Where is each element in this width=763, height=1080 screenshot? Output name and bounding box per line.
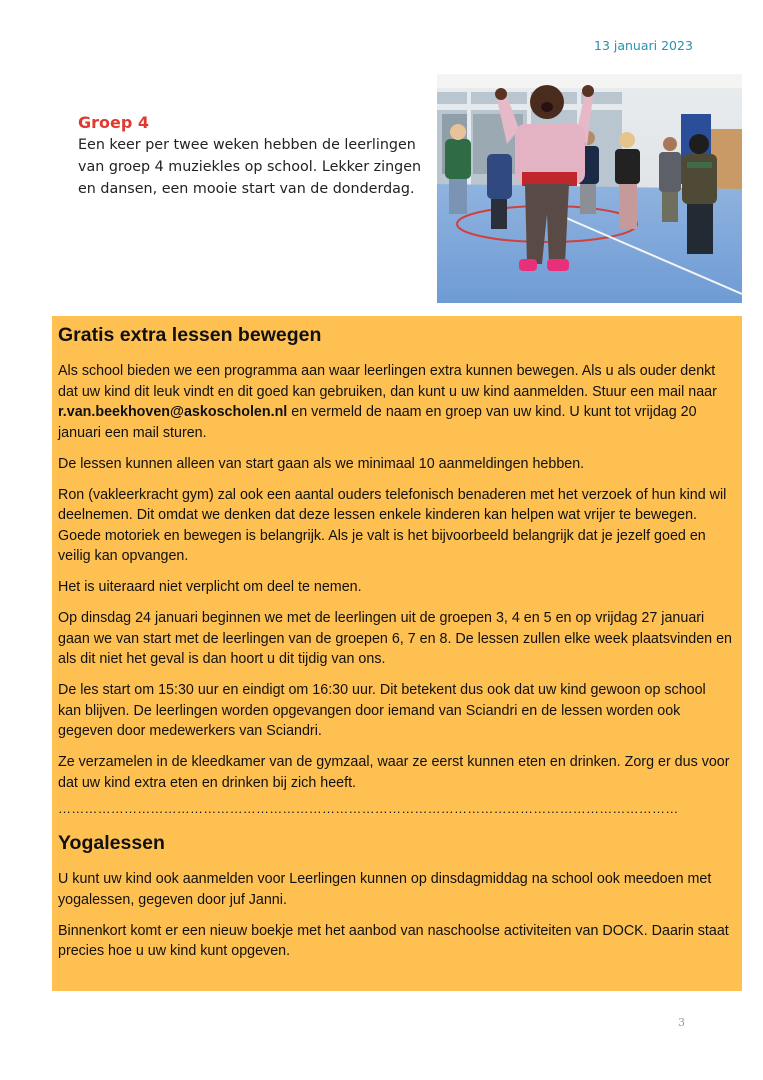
dotted-divider: …………………………………………………………………………………………………………………………… [58, 802, 679, 816]
section-extra-lessen-bewegen [52, 316, 742, 991]
section-title-bewegen: Gratis extra lessen bewegen [58, 324, 322, 346]
groep4-section [78, 112, 428, 200]
page-number: 3 [678, 1016, 685, 1029]
groep4-body: Een keer per twee weken hebben de leerlingen van groep 4 muziekles op school. Lekker zingen en dansen, een mooie start van de donderdag. [78, 137, 422, 197]
photo-children-dancing [437, 74, 742, 303]
contact-email[interactable]: r.van.beekhoven@askoscholen.nl [58, 404, 288, 420]
paragraph-dock: Binnenkort komt er een nieuw boekje met het aanbod van naschoolse activiteiten van DOCK. Daarin staat precies hoe u uw kind kunt opgeven. [58, 922, 729, 959]
groep4-title: Groep 4 [78, 113, 150, 132]
paragraph-aanmelden-intro: Als school bieden we een programma aan waar leerlingen extra kunnen bewegen. Als u als ouder denkt dat uw kind dit leuk vindt en dit goed kan gebruiken, dan kunt u uw kind aanmelden. Stuur een mail naar [58, 363, 717, 400]
photo-image [437, 74, 742, 303]
paragraph-startdata: Op dinsdag 24 januari beginnen we met de leerlingen uit de groepen 3, 4 en 5 en op vrijdag 27 januari gaan we van start met de leerlingen van de groepen 6, 7 en 8. De lessen zullen elke week plaatsvinden en als dit niet het geval is dan hoort u dit tijdig van ons. [58, 610, 732, 667]
newsletter-date: 13 januari 2023 [594, 38, 693, 53]
paragraph-yoga: U kunt uw kind ook aanmelden voor Leerlingen kunnen op dinsdagmiddag na school ook meedoen met yogalessen, gegeven door juf Janni. [58, 871, 712, 908]
paragraph-minimum: De lessen kunnen alleen van start gaan als we minimaal 10 aanmeldingen hebben. [58, 455, 585, 472]
paragraph-kleedkamer: Ze verzamelen in de kleedkamer van de gymzaal, waar ze eerst kunnen eten en drinken. Zorg er dus voor dat uw kind extra eten en drinken bij zich heeft. [58, 754, 730, 791]
paragraph-aanmelden-rest: en vermeld de naam en groep van uw kind. U kunt tot vrijdag 20 januari een mail sturen. [58, 404, 697, 441]
paragraph-aanmelden [58, 361, 732, 443]
paragraph-tijden: De les start om 15:30 uur en eindigt om 16:30 uur. Dit betekent dus ook dat uw kind gewoon op school kan blijven. De leerlingen worden opgevangen door iemand van Sciandri en de lessen worden ook gegeven door medewerkers van Sciandri. [58, 682, 706, 739]
section-title-yoga: Yogalessen [58, 832, 165, 854]
paragraph-niet-verplicht: Het is uiteraard niet verplicht om deel te nemen. [58, 579, 362, 595]
paragraph-ron: Ron (vakleerkracht gym) zal ook een aantal ouders telefonisch benaderen met het verzoek of hun kind wil deelnemen. Dit omdat we denken dat deze lessen enkele kinderen kan helpen wat vrijer te bewegen. Goede motoriek en bewegen is belangrijk. Als je valt is het bijvoorbeeld belangrijk dat je jezelf goed en veilig kan opvangen. [58, 486, 727, 564]
